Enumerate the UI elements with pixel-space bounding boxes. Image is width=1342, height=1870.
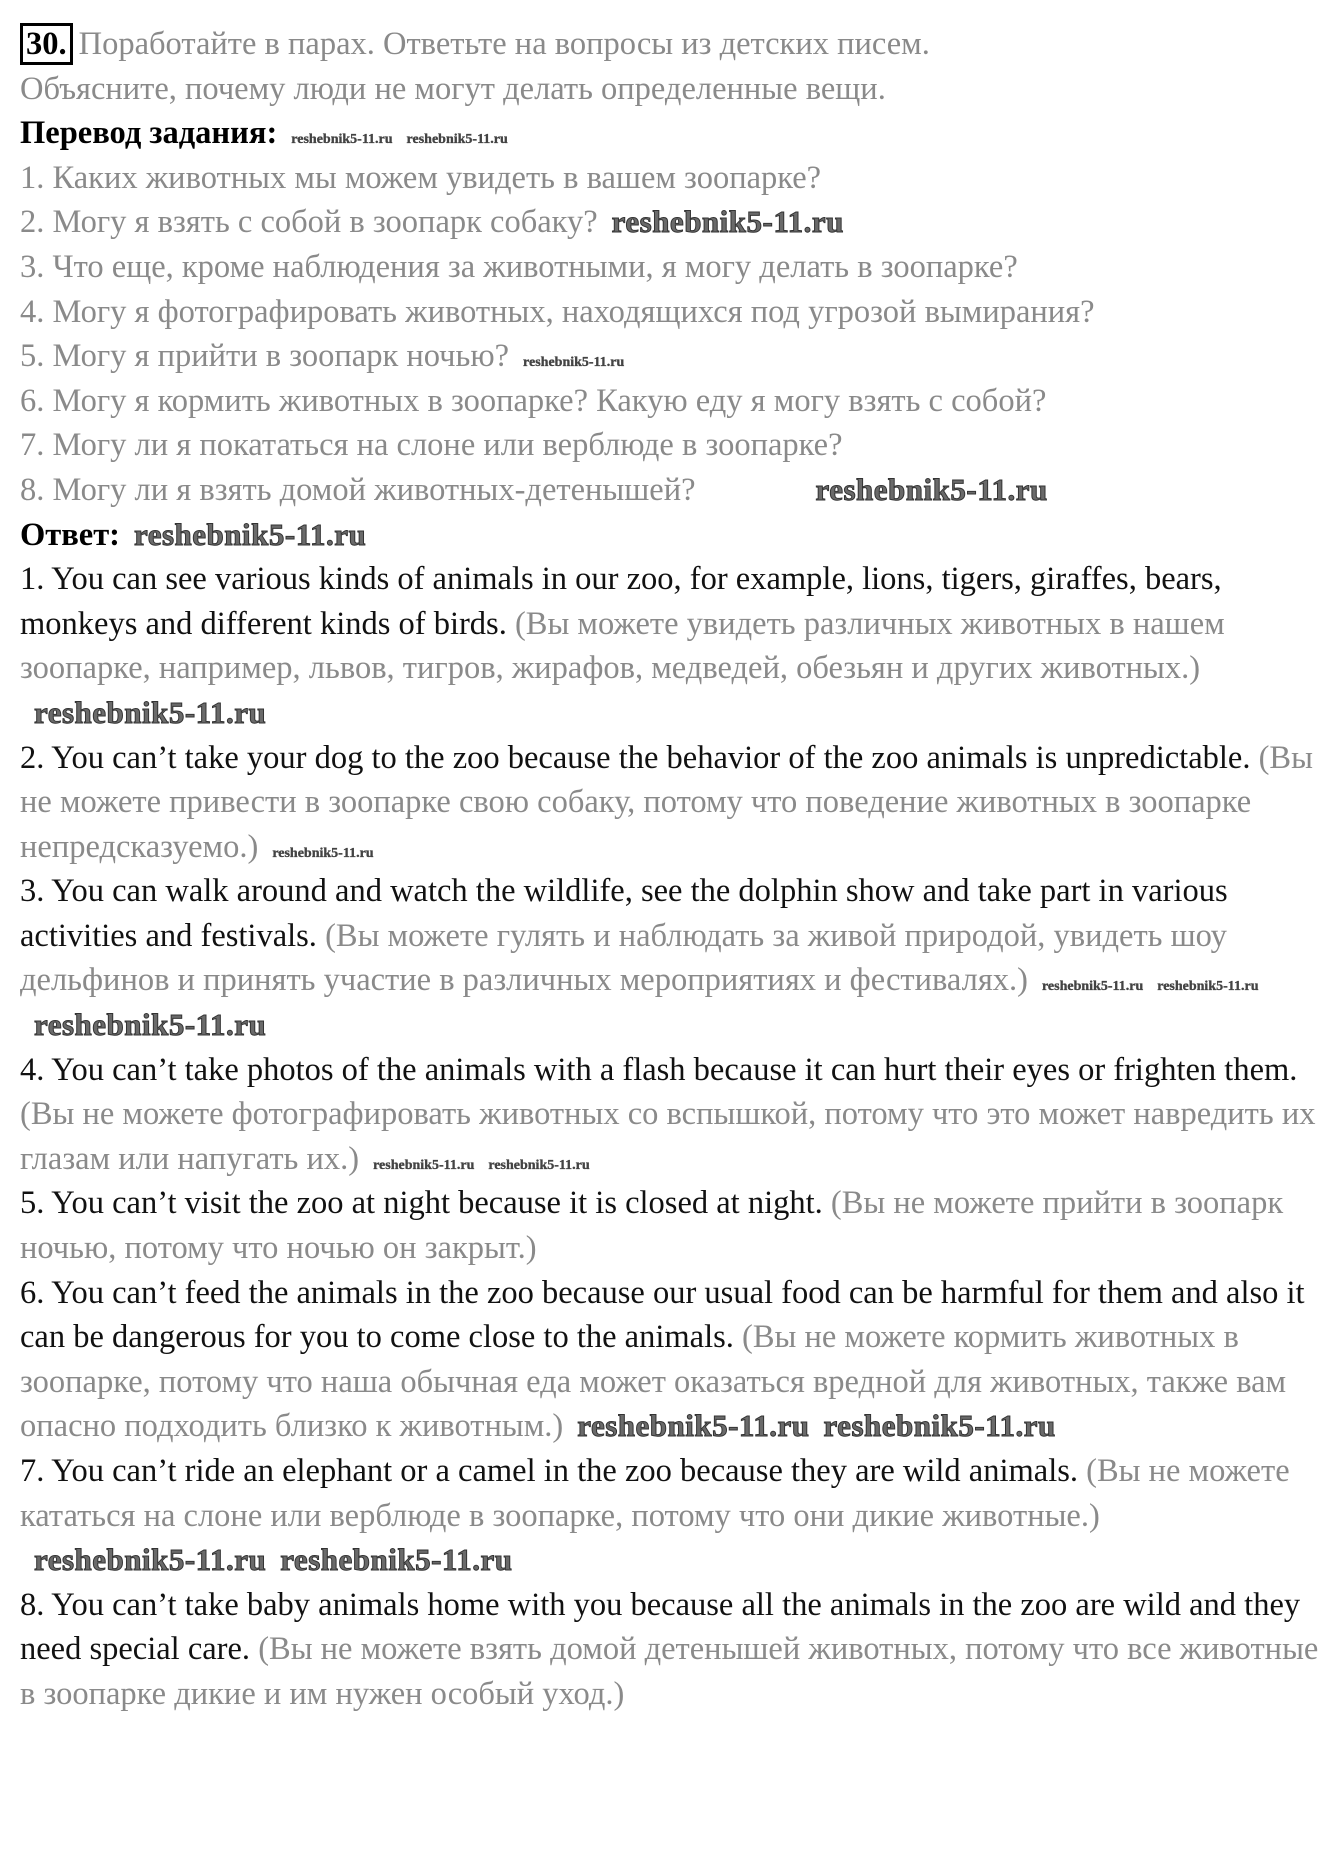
answer-en: 1. You can see various kinds of animals in our zoo, for example, lions, tigers, giraffes, bears, monkeys and different kinds of birds. — [20, 561, 1222, 642]
answer-ru: (Вы не можете фотографировать животных со вспышкой, потому что это может навредить их глазам или напугать их.) — [20, 1096, 1316, 1177]
answer-ru: (Вы не можете кататься на слоне или верблюде в зоопарке, потому что они дикие животные.) — [20, 1453, 1290, 1534]
watermark: reshebnik5-11.ru — [406, 132, 508, 148]
answer-en: 7. You can’t ride an elephant or a camel in the zoo because they are wild animals. — [20, 1453, 1078, 1489]
answer-ru: (Вы можете увидеть различных животных в нашем зоопарке, например, львов, тигров, жирафов, медведей, обезьян и других животных.) — [20, 605, 1225, 687]
answer-ru: (Вы не можете привести в зоопарке свою собаку, потому что поведение животных в зоопарке непредсказуемо.) — [20, 739, 1313, 865]
watermark: reshebnik5-11.ru — [280, 1542, 513, 1578]
answer-ru: (Вы можете гулять и наблюдать за живой природой, увидеть шоу дельфинов и принять участие в различных мероприятиях и фестивалях.) — [20, 917, 1227, 999]
question-item: 6. Могу я кормить животных в зоопарке? Какую еду я могу взять с собой? — [20, 382, 1047, 419]
watermark: reshebnik5-11.ru — [34, 1542, 267, 1578]
watermark: reshebnik5-11.ru — [291, 132, 393, 148]
question-line — [20, 468, 1325, 513]
answer-en: 2. You can’t take your dog to the zoo because the behavior of the zoo animals is unpredictable. — [20, 739, 1251, 776]
watermark: reshebnik5-11.ru — [34, 1007, 267, 1043]
exercise-number: 30. — [20, 23, 73, 65]
question-item: 2. Могу я взять с собой в зоопарк собаку? — [20, 204, 598, 241]
answer-item — [20, 1449, 1325, 1583]
answer-heading-line — [20, 513, 1325, 558]
question-list — [20, 156, 1325, 513]
watermark: reshebnik5-11.ru — [823, 1408, 1056, 1444]
watermark: reshebnik5-11.ru — [373, 1157, 475, 1173]
watermark: reshebnik5-11.ru — [523, 355, 625, 371]
answer-item — [20, 1271, 1325, 1449]
answer-en: 5. You can’t visit the zoo at night because it is closed at night. — [20, 1185, 823, 1222]
answer-ru: (Вы не можете кормить животных в зоопарке, потому что наша обычная еда может оказаться вредной для животных, также вам опасно подходить близко к животным.) — [20, 1319, 1287, 1445]
instruction-line-2: Объясните, почему люди не могут делать определенные вещи. — [20, 70, 886, 107]
answer-item — [20, 736, 1325, 870]
watermark: reshebnik5-11.ru — [272, 845, 374, 861]
answer-en: 4. You can’t take photos of the animals with a flash because it can hurt their eyes or frighten them. — [20, 1051, 1298, 1088]
instruction-line-1: Поработайте в парах. Ответьте на вопросы из детских писем. — [78, 26, 930, 62]
document-page — [20, 22, 1325, 1717]
watermark: reshebnik5-11.ru — [488, 1157, 590, 1173]
answer-item — [20, 557, 1325, 735]
question-item: 3. Что еще, кроме наблюдения за животными, я могу делать в зоопарке? — [20, 248, 1018, 285]
translation-heading: Перевод задания: — [20, 115, 278, 152]
question-item: 7. Могу ли я покататься на слоне или верблюде в зоопарке? — [20, 427, 843, 464]
answer-item — [20, 1048, 1325, 1182]
watermark: reshebnik5-11.ru — [611, 204, 844, 240]
question-item: 4. Могу я фотографировать животных, находящихся под угрозой вымирания? — [20, 293, 1095, 330]
answer-item — [20, 1583, 1325, 1717]
answer-en: 8. You can’t take baby animals home with you because all the animals in the zoo are wild and they need special care. — [20, 1586, 1301, 1668]
watermark: reshebnik5-11.ru — [1157, 979, 1259, 995]
answer-heading: Ответ: — [20, 516, 121, 553]
answer-item — [20, 869, 1325, 1047]
watermark: reshebnik5-11.ru — [34, 694, 267, 730]
watermark: reshebnik5-11.ru — [134, 516, 367, 552]
answer-en: 6. You can’t feed the animals in the zoo because our usual food can be harmful for them and also it can be dangerous for you to come close to the animals. — [20, 1274, 1305, 1356]
question-item: 5. Могу я прийти в зоопарк ночью? — [20, 338, 510, 375]
exercise-instruction — [20, 22, 1325, 111]
question-line — [20, 334, 1325, 379]
answer-en: 3. You can walk around and watch the wildlife, see the dolphin show and take part in various activities and festivals. — [20, 873, 1228, 954]
watermark: reshebnik5-11.ru — [577, 1408, 810, 1444]
watermark: reshebnik5-11.ru — [1041, 979, 1144, 995]
answer-ru: (Вы не можете взять домой детенышей животных, потому что все животные в зоопарке дикие и им нужен особый уход.) — [20, 1631, 1319, 1712]
answer-list — [20, 557, 1325, 1716]
answer-ru: (Вы не можете прийти в зоопарк ночью, потому что ночью он закрыт.) — [20, 1185, 1284, 1267]
question-line — [20, 200, 1325, 245]
translation-heading-line — [20, 111, 1325, 156]
answer-item — [20, 1181, 1325, 1270]
watermark: reshebnik5-11.ru — [815, 471, 1048, 507]
question-item: 1. Каких животных мы можем увидеть в вашем зоопарке? — [20, 159, 822, 196]
question-item: 8. Могу ли я взять домой животных-детенышей? — [20, 471, 696, 508]
